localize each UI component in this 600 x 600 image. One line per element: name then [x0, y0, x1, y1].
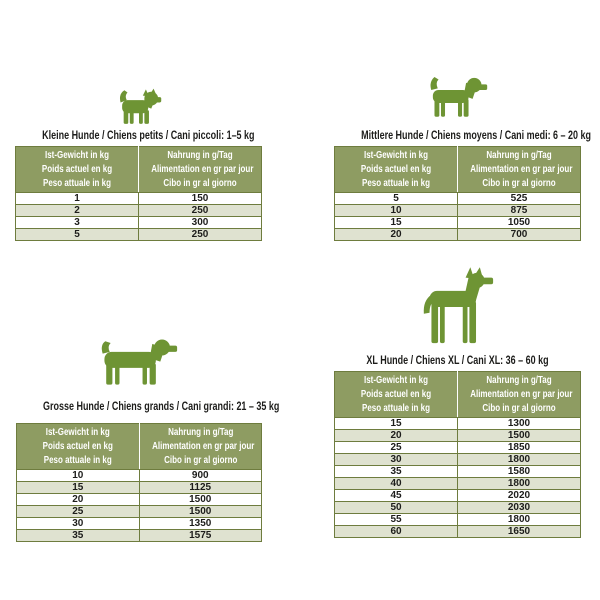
section-medium-dogs	[334, 73, 591, 241]
table-row	[17, 518, 262, 530]
header-line: Alimentation en gr par jour	[470, 163, 573, 175]
header-line: Nahrung in g/Tag	[167, 426, 233, 438]
large-dog-icon	[16, 333, 262, 390]
header-line: Peso attuale in kg	[361, 402, 431, 414]
header-line: Nahrung in g/Tag	[486, 374, 552, 386]
food-amount-cell: 875	[458, 205, 581, 217]
section-title: Mittlere Hunde / Chiens moyens / Cani medi: 6 – 20 kg	[361, 130, 591, 142]
weight-cell: 3	[16, 217, 139, 229]
food-amount-cell: 1575	[139, 530, 262, 542]
feeding-table-xl	[334, 371, 581, 538]
food-amount-cell: 1125	[139, 482, 262, 494]
header-line: Cibo in gr al giorno	[163, 177, 237, 189]
table-row	[335, 526, 581, 538]
table-row	[17, 470, 262, 482]
table-row	[17, 506, 262, 518]
header-line: Ist-Gewicht in kg	[44, 149, 109, 161]
table-row	[335, 442, 581, 454]
weight-cell: 10	[17, 470, 140, 482]
header-line: Ist-Gewicht in kg	[45, 426, 110, 438]
food-amount-cell: 900	[139, 470, 262, 482]
food-amount-cell: 1500	[458, 430, 581, 442]
weight-cell: 1	[16, 193, 139, 205]
table-row	[16, 193, 262, 205]
header-line: Ist-Gewicht in kg	[363, 374, 428, 386]
header-line: Ist-Gewicht in kg	[363, 149, 428, 161]
weight-cell: 20	[17, 494, 140, 506]
weight-cell: 45	[335, 490, 458, 502]
table-row	[335, 193, 581, 205]
table-row	[335, 454, 581, 466]
section-title: Grosse Hunde / Chiens grands / Cani grandi: 21 – 35 kg	[43, 401, 280, 413]
table-row	[335, 478, 581, 490]
food-amount-cell: 700	[458, 229, 581, 241]
weight-cell: 5	[16, 229, 139, 241]
table-row	[335, 217, 581, 229]
table-row	[335, 490, 581, 502]
small-dog-icon	[15, 82, 262, 127]
header-line: Poids actuel en kg	[41, 163, 113, 175]
feeding-table-large	[16, 423, 262, 542]
weight-cell: 30	[17, 518, 140, 530]
food-amount-cell: 1580	[458, 466, 581, 478]
food-column-header	[139, 424, 262, 470]
weight-cell: 25	[335, 442, 458, 454]
header-line: Cibo in gr al giorno	[163, 454, 237, 466]
section-title: XL Hunde / Chiens XL / Cani XL: 36 – 60 kg	[366, 355, 549, 367]
food-amount-cell: 250	[139, 229, 262, 241]
food-amount-cell: 150	[139, 193, 262, 205]
table-header-row	[335, 147, 581, 193]
section-large-dogs	[16, 333, 280, 542]
table-row	[16, 229, 262, 241]
food-amount-cell: 525	[458, 193, 581, 205]
food-amount-cell: 1800	[458, 478, 581, 490]
food-amount-cell: 1050	[458, 217, 581, 229]
table-body	[16, 193, 262, 241]
table-row	[335, 514, 581, 526]
header-line: Peso attuale in kg	[361, 177, 431, 189]
weight-cell: 15	[17, 482, 140, 494]
weight-cell: 15	[335, 418, 458, 430]
weight-cell: 5	[335, 193, 458, 205]
header-line: Poids actuel en kg	[42, 440, 113, 452]
table-body	[17, 470, 262, 542]
food-amount-cell: 1850	[458, 442, 581, 454]
xl-dog-icon	[334, 267, 581, 345]
food-amount-cell: 2020	[458, 490, 581, 502]
table-row	[335, 466, 581, 478]
header-line: Peso attuale in kg	[43, 454, 112, 466]
weight-cell: 2	[16, 205, 139, 217]
weight-cell: 15	[335, 217, 458, 229]
weight-cell: 20	[335, 430, 458, 442]
food-amount-cell: 1800	[458, 454, 581, 466]
section-title: Kleine Hunde / Chiens petits / Cani piccoli: 1–5 kg	[42, 130, 255, 142]
weight-cell: 55	[335, 514, 458, 526]
header-line: Nahrung in g/Tag	[486, 149, 552, 161]
food-column-header	[458, 372, 581, 418]
table-header-row	[17, 424, 262, 470]
header-line: Alimentation en gr par jour	[470, 388, 573, 400]
table-row	[17, 494, 262, 506]
weight-cell: 40	[335, 478, 458, 490]
food-amount-cell: 1300	[458, 418, 581, 430]
header-line: Cibo in gr al giorno	[482, 402, 556, 414]
section-xl-dogs	[334, 267, 581, 538]
food-amount-cell: 1650	[458, 526, 581, 538]
weight-cell: 60	[335, 526, 458, 538]
weight-cell: 50	[335, 502, 458, 514]
feeding-table-medium	[334, 146, 581, 241]
header-line: Peso attuale in kg	[42, 177, 112, 189]
table-row	[335, 229, 581, 241]
table-row	[335, 430, 581, 442]
food-column-header	[139, 147, 262, 193]
table-body	[335, 193, 581, 241]
weight-column-header	[335, 372, 458, 418]
food-column-header	[458, 147, 581, 193]
food-amount-cell: 300	[139, 217, 262, 229]
weight-column-header	[335, 147, 458, 193]
table-row	[16, 205, 262, 217]
feeding-table-small	[15, 146, 262, 241]
weight-cell: 10	[335, 205, 458, 217]
header-line: Cibo in gr al giorno	[482, 177, 556, 189]
food-amount-cell: 1500	[139, 494, 262, 506]
header-line: Poids actuel en kg	[360, 388, 432, 400]
weight-cell: 25	[17, 506, 140, 518]
table-row	[17, 482, 262, 494]
weight-cell: 20	[335, 229, 458, 241]
food-amount-cell: 1350	[139, 518, 262, 530]
table-body	[335, 418, 581, 538]
header-line: Poids actuel en kg	[360, 163, 432, 175]
table-row	[17, 530, 262, 542]
weight-column-header	[17, 424, 140, 470]
medium-dog-icon	[334, 73, 581, 120]
weight-column-header	[16, 147, 139, 193]
food-amount-cell: 250	[139, 205, 262, 217]
header-line: Alimentation en gr par jour	[151, 163, 254, 175]
weight-cell: 35	[17, 530, 140, 542]
table-header-row	[16, 147, 262, 193]
table-row	[335, 502, 581, 514]
header-line: Alimentation en gr par jour	[151, 440, 254, 452]
section-small-dogs	[15, 82, 262, 241]
table-row	[335, 205, 581, 217]
weight-cell: 30	[335, 454, 458, 466]
weight-cell: 35	[335, 466, 458, 478]
table-row	[16, 217, 262, 229]
food-amount-cell: 2030	[458, 502, 581, 514]
table-row	[335, 418, 581, 430]
table-header-row	[335, 372, 581, 418]
food-amount-cell: 1500	[139, 506, 262, 518]
header-line: Nahrung in g/Tag	[167, 149, 233, 161]
food-amount-cell: 1800	[458, 514, 581, 526]
